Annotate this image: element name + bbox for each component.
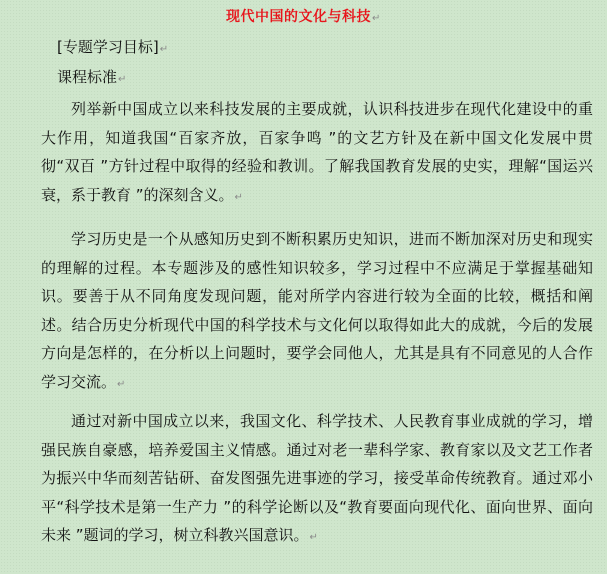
paragraph-mark-icon: ↵	[117, 378, 126, 390]
paragraph-text: 通过对新中国成立以来，我国文化、科学技术、人民教育事业成就的学习，增强民族自豪感，培养爱国主义情感。通过对老一辈科学家、教育家以及文艺工作者为振兴中华而刻苦钻研、奋发图强先进事迹的学习，接受革命传统教育。通过邓小平“科学技术是第一生产力 ”的科学论断以及“教育要面向现代化、面向世界、面向未来 ”题词的学习，树立科教兴国意识。	[41, 412, 593, 545]
document-title: 现代中国的文化与科技	[226, 9, 372, 25]
paragraph-text: 学习历史是一个从感知历史到不断积累历史知识，进而不断加深对历史和现实的理解的过程。本专题涉及的感性知识较多，学习过程中不应满足于掌握基础知识。要善于从不同角度发现问题，能对所学内容进行较为全面的比较，概括和阐述。结合历史分析现代中国的科学技术与文化何以取得如此大的成就，今后的发展方向是怎样的，在分析以上问题时，要学会同他人，尤其是具有不同意见的人合作学习交流。	[41, 230, 593, 391]
subheading-line	[57, 67, 126, 90]
document-title-line	[0, 8, 607, 28]
paragraph-mark-icon: ↵	[309, 532, 318, 544]
course-standard-heading: 课程标准	[57, 68, 118, 86]
section-heading: [专题学习目标]	[57, 38, 159, 56]
section-heading-line	[57, 37, 168, 60]
paragraph-mark-icon: ↵	[234, 191, 243, 203]
paragraph-mark-icon: ↵	[372, 13, 381, 24]
paragraph-mark-icon: ↵	[118, 74, 127, 85]
paragraph-mark-icon: ↵	[159, 44, 169, 55]
paragraph-2	[41, 225, 593, 400]
paragraph-3	[41, 407, 593, 553]
paragraph-1	[41, 95, 593, 212]
paragraph-text: 列举新中国成立以来科技发展的主要成就，认识科技进步在现代化建设中的重大作用，知道我国“百家齐放，百家争鸣 ”的文艺方针及在新中国文化发展中贯彻“双百 ”方针过程中取得的经验和教训。了解我国教育发展的史实，理解“国运兴衰，系于教育 ”的深刻含义。	[41, 100, 593, 204]
